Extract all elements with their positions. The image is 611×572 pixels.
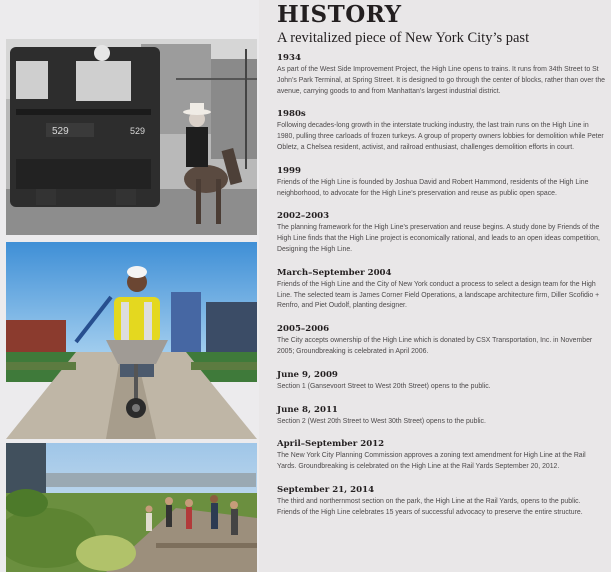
timeline-text: Friends of the High Line and the City of New York conduct a process to select a design team for the High Line. The selected team is James Corner Field Operations, a landscape architecture firm, Diller Scofidio + Renfro, and Piet Oudolf, planting designer. bbox=[277, 280, 600, 310]
timeline-entry-1934 bbox=[277, 52, 605, 97]
timeline-entry-2011 bbox=[277, 404, 605, 428]
photo-column bbox=[0, 0, 259, 572]
timeline-text: Following decades-long growth in the interstate trucking industry, the last train runs on the High Line in 1980, pulling three carloads of frozen turkeys. A group of property owners lobbies for demolition while Peter Obletz, a Chelsea resident, activist, and railroad enthusiast, challenges demolition efforts in court. bbox=[277, 122, 604, 151]
construction-worker-wheelbarrow-photo bbox=[6, 242, 257, 439]
timeline-entry-1980s bbox=[277, 108, 605, 153]
timeline-year: 1999 bbox=[277, 165, 301, 176]
timeline-text: The planning framework for the High Line’s preservation and reuse begins. A study done by Friends of the High Line finds that the High Line project is economically rational, and leads to an open ideas competition, Designing the High Line. bbox=[277, 224, 600, 253]
timeline-text: Friends of the High Line is founded by Joshua David and Robert Hammond, residents of the High Line neighborhood, to advocate for the High Line’s preservation and reuse as public open space. bbox=[277, 178, 589, 197]
page-title: HISTORY bbox=[277, 1, 402, 28]
timeline-year: 2005–2006 bbox=[277, 324, 330, 335]
timeline-text: The third and northernmost section on the park, the High Line at the Rail Yards, opens to the public. Friends of the High Line celebrates 15 years of successful advocacy to preserve the entire structure. bbox=[277, 497, 583, 516]
timeline-entry-2004 bbox=[277, 267, 605, 312]
timeline-year: 1980s bbox=[277, 109, 306, 120]
timeline-year: March–September 2004 bbox=[277, 267, 392, 278]
timeline-entry-2009 bbox=[277, 369, 605, 393]
timeline-entry-1999 bbox=[277, 165, 605, 200]
timeline-text: Section 2 (West 20th Street to West 30th Street) opens to the public. bbox=[277, 417, 486, 425]
timeline-year: June 8, 2011 bbox=[277, 404, 338, 415]
high-line-park-visitors-photo bbox=[6, 443, 257, 572]
timeline-text: The City accepts ownership of the High Line which is donated by CSX Transportation, Inc. in November 2005; Groundbreaking is celebrated in April 2006. bbox=[277, 337, 593, 355]
timeline-entry-2014 bbox=[277, 484, 605, 519]
timeline-text: Section 1 (Gansevoort Street to West 20th Street) opens to the public. bbox=[277, 382, 491, 390]
timeline-entry-2005-2006 bbox=[277, 323, 605, 358]
timeline-year: 1934 bbox=[277, 53, 301, 63]
locomotive-number-text: 529 bbox=[52, 126, 69, 137]
timeline-entry-2012 bbox=[277, 438, 605, 473]
locomotive-number-text-right: 529 bbox=[130, 126, 146, 136]
timeline-entry-2002-2003 bbox=[277, 210, 605, 255]
timeline-year: September 21, 2014 bbox=[277, 484, 375, 495]
history-content bbox=[277, 0, 605, 530]
timeline-year: 2002–2003 bbox=[277, 211, 330, 222]
page-subtitle: A revitalized piece of New York City’s past bbox=[277, 30, 530, 46]
historic-train-horse-photo bbox=[6, 39, 257, 235]
timeline-text: As part of the West Side Improvement Project, the High Line opens to trains. It runs from 34th Street to St John’s Park Terminal, at Spring Street. It is designed to go through the center of blocks, rather than over the avenue, carrying goods to and from Manhattan’s largest industrial district. bbox=[277, 66, 606, 95]
timeline-text: The New York City Planning Commission approves a zoning text amendment for High Line at the Rail Yards. Groundbreaking is celebrated on the High Line at the Rail Yards September 20, 2012. bbox=[277, 452, 586, 471]
timeline-year: April–September 2012 bbox=[277, 439, 385, 450]
timeline-year: June 9, 2009 bbox=[277, 369, 338, 380]
